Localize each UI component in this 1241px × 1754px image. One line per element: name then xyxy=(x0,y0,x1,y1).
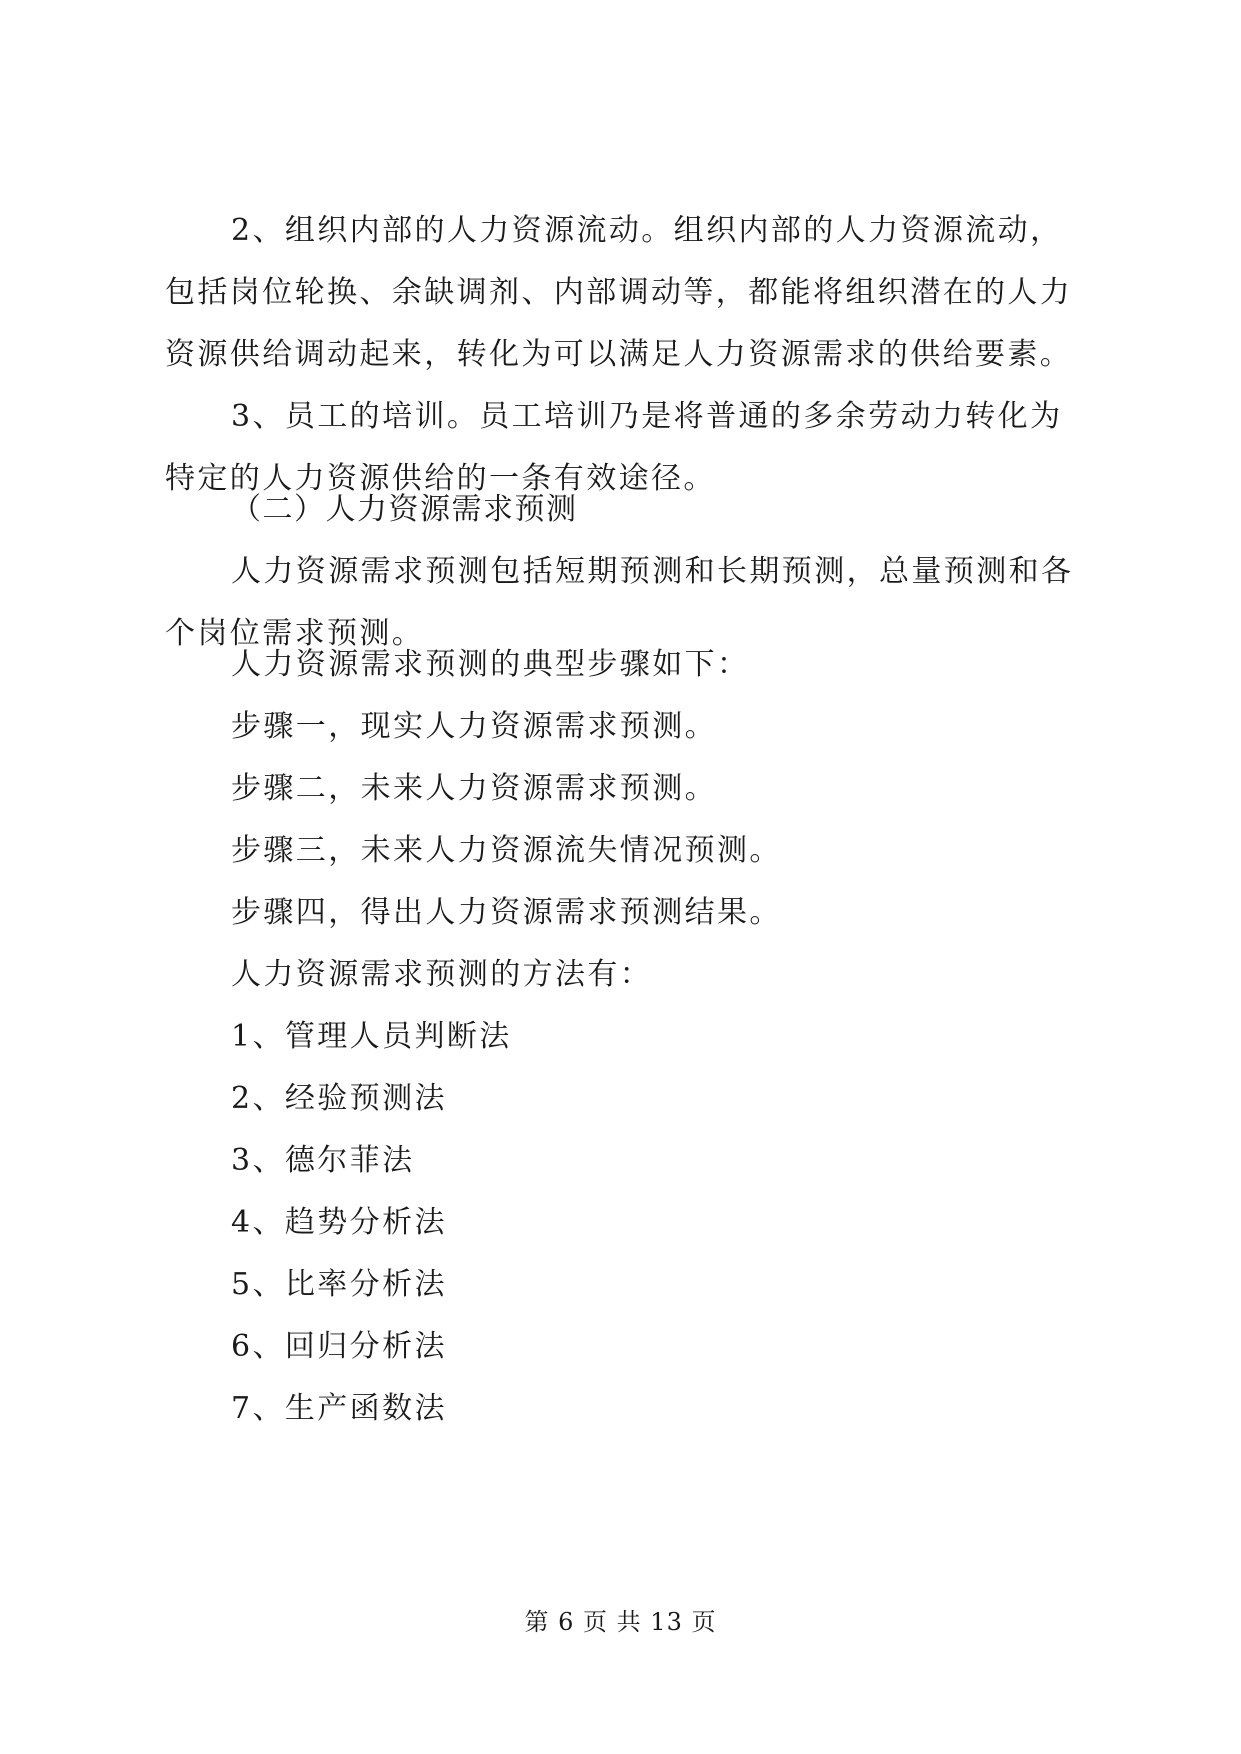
step-4: 步骤四，得出人力资源需求预测结果。 xyxy=(231,895,782,930)
method-6: 6、回归分析法 xyxy=(231,1329,447,1364)
steps-intro: 人力资源需求预测的典型步骤如下： xyxy=(231,647,750,682)
paragraph-forecast-types: 人力资源需求预测包括短期预测和长期预测，总量预测和各个岗位需求预测。 xyxy=(165,554,1074,651)
step-2: 步骤二，未来人力资源需求预测。 xyxy=(231,771,717,806)
method-2: 2、经验预测法 xyxy=(231,1081,447,1116)
method-3: 3、德尔菲法 xyxy=(231,1143,415,1178)
method-1: 1、管理人员判断法 xyxy=(231,1019,512,1054)
method-7: 7、生产函数法 xyxy=(231,1391,447,1426)
step-3: 步骤三，未来人力资源流失情况预测。 xyxy=(231,833,782,868)
method-5: 5、比率分析法 xyxy=(231,1267,447,1302)
step-1: 步骤一，现实人力资源需求预测。 xyxy=(231,709,717,744)
method-4: 4、趋势分析法 xyxy=(231,1205,447,1240)
page-number-footer: 第 6 页 共 13 页 xyxy=(524,1608,717,1636)
paragraph-internal-flow: 2、组织内部的人力资源流动。组织内部的人力资源流动，包括岗位轮换、余缺调剂、内部调动等，都能将组织潜在的人力资源供给调动起来，转化为可以满足人力资源需求的供给要素。 xyxy=(165,213,1073,372)
section-heading-demand-forecast: （二）人力资源需求预测 xyxy=(231,492,578,527)
paragraph-employee-training: 3、员工的培训。员工培训乃是将普通的多余劳动力转化为特定的人力资源供给的一条有效途径。 xyxy=(165,399,1063,496)
methods-intro: 人力资源需求预测的方法有： xyxy=(231,957,653,992)
